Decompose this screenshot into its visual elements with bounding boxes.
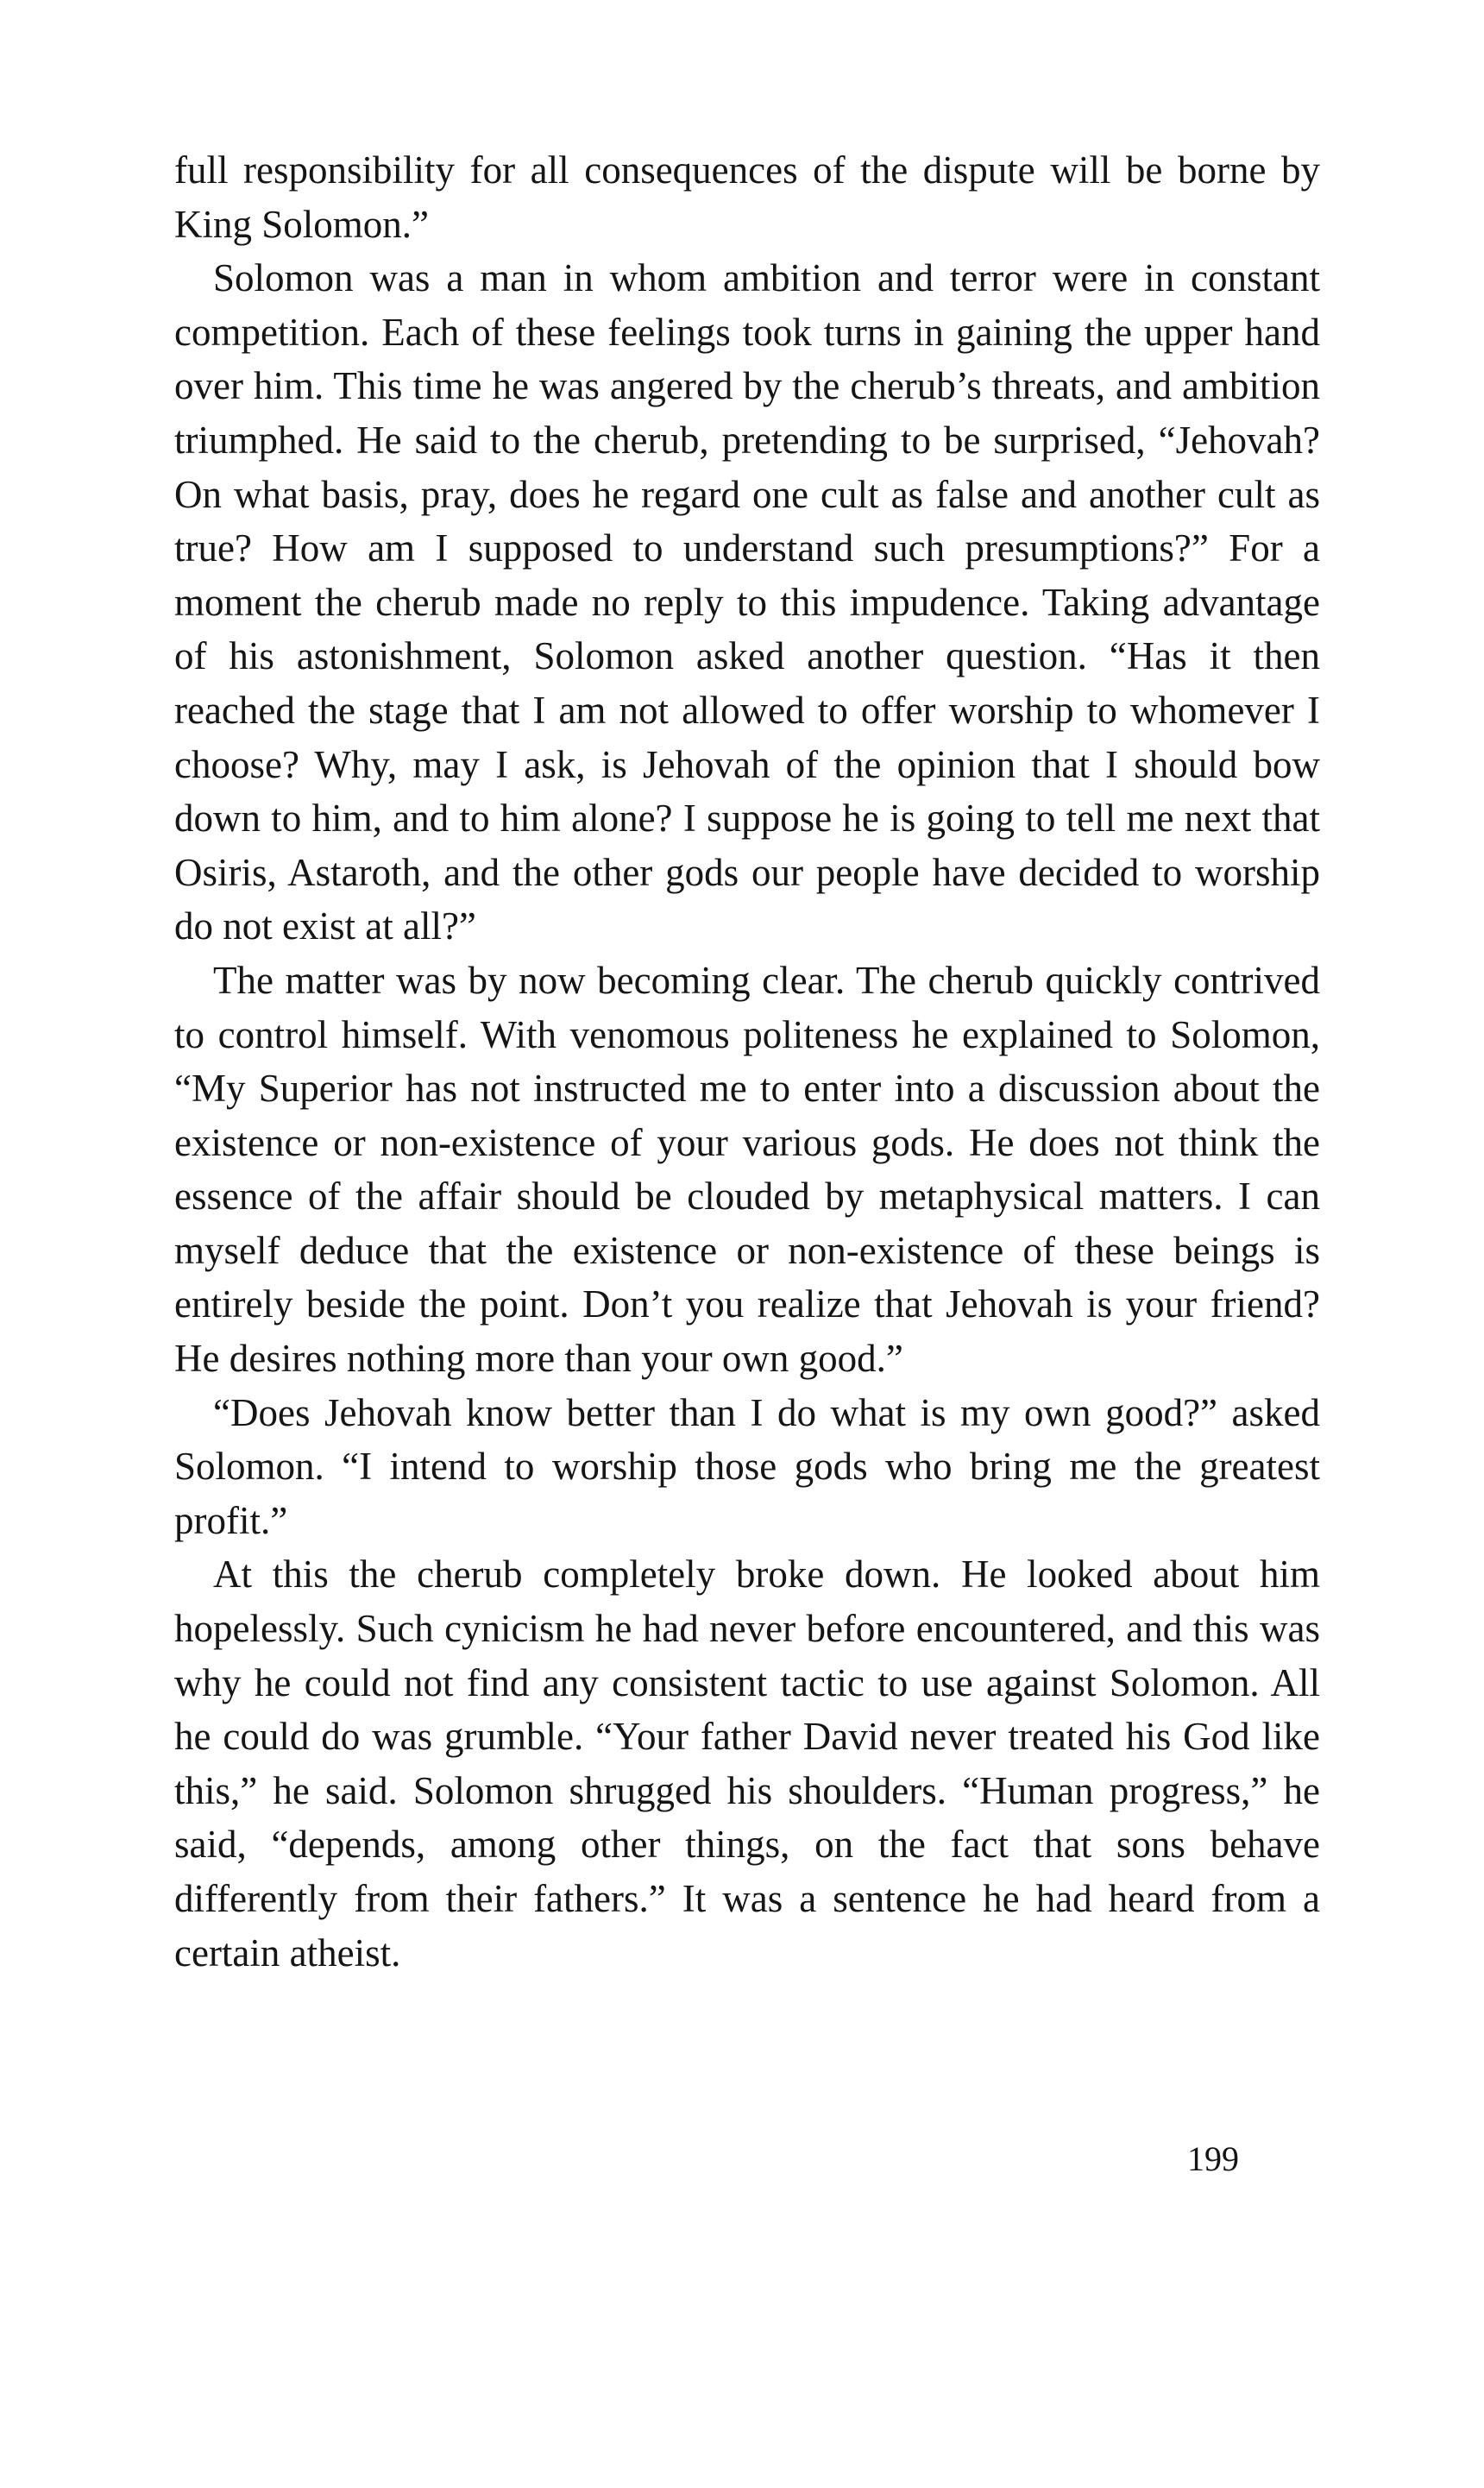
page-number: 199 xyxy=(1187,2139,1239,2178)
paragraph-cherub-breakdown: At this the cherub completely broke down. He looked about him hopelessly. Such cynicism he had never before encountered, and this was why he could not find any consistent tactic to use against Solomon. All he could do was grumble. “Your father David never treated his God like this,” he said. Solomon shrugged his shoulders. “Human progress,” he said, “depends, among other things, on the fact that sons behave differently from their fathers.” It was a sentence he had heard from a certain atheist. xyxy=(174,1553,1320,1975)
paragraph-continuation: full responsibility for all consequences of the dispute will be borne by King Solomon.” xyxy=(174,148,1320,246)
body-text xyxy=(174,143,1320,1980)
paragraph-cherub-reply: The matter was by now becoming clear. The cherub quickly contrived to control himself. With venomous politeness he explained to Solomon, “My Superior has not instructed me to enter into a discussion about the existence or non-existence of your various gods. He does not think the essence of the affair should be clouded by metaphysical matters. I can myself deduce that the existence or non-existence of these beings is entirely beside the point. Don’t you realize that Jehovah is your friend? He desires nothing more than your own good.” xyxy=(174,958,1320,1381)
paragraph-solomon-question: “Does Jehovah know better than I do what is my own good?” asked Solomon. “I intend to worship those gods who bring me the greatest profit.” xyxy=(174,1390,1320,1542)
paragraph-solomon-ambition: Solomon was a man in whom ambition and terror were in constant competition. Each of these feelings took turns in gaining the upper hand over him. This time he was angered by the cherub’s threats, and ambition triumphed. He said to the cherub, pretending to be surprised, “Jehovah? On what basis, pray, does he regard one cult as false and another cult as true? How am I supposed to understand such presumptions?” For a moment the cherub made no reply to this impudence. Taking advantage of his astonishment, Solomon asked another question. “Has it then reached the stage that I am not allowed to offer worship to whomever I choose? Why, may I ask, is Jehovah of the opinion that I should bow down to him, and to him alone? I suppose he is going to tell me next that Osiris, Astaroth, and the other gods our people have decided to worship do not exist at all?” xyxy=(174,256,1320,948)
